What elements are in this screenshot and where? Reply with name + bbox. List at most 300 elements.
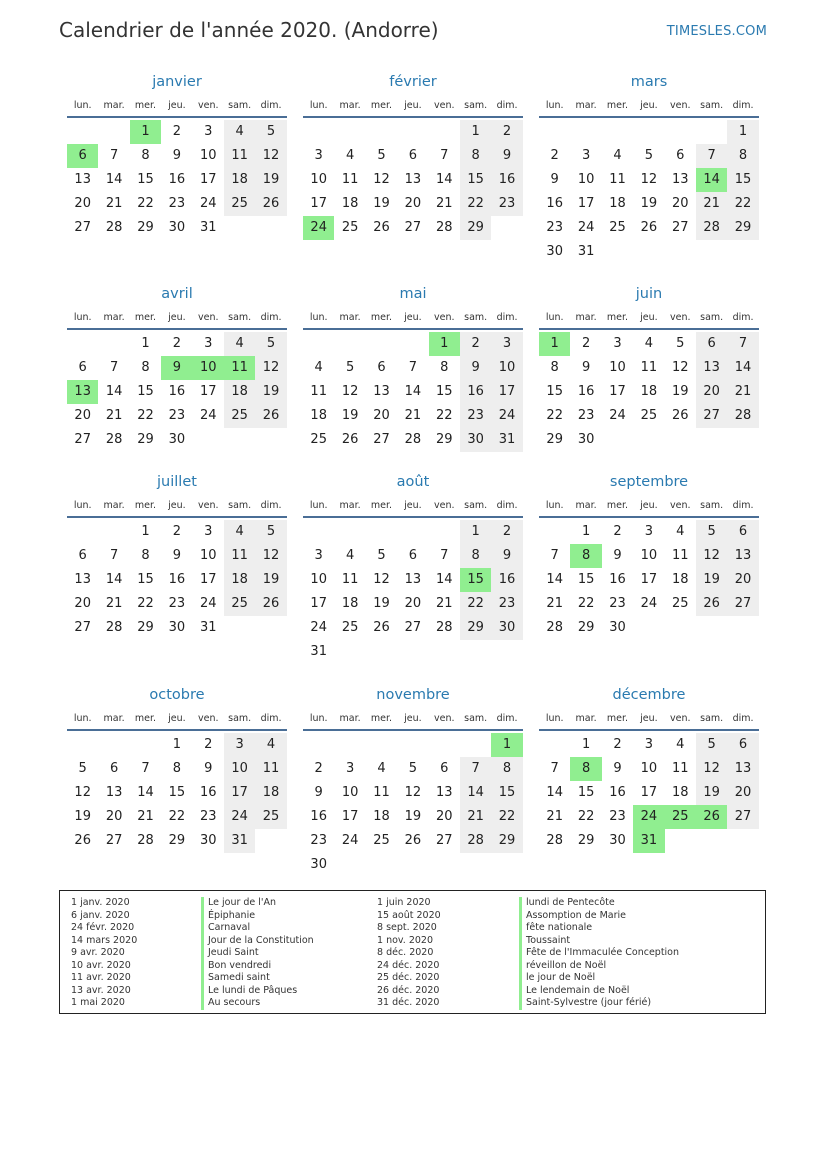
week-row <box>67 520 287 544</box>
weekday-label: sam. <box>464 499 488 511</box>
day-cell: 14 <box>546 572 563 587</box>
day-cell: 24 <box>491 404 522 428</box>
day-cell: 5 <box>696 733 727 757</box>
day-cell: 14 <box>105 384 123 399</box>
empty-cell <box>98 733 129 757</box>
day-cell: 25 <box>341 620 359 635</box>
weekday-header <box>67 707 287 729</box>
day-cell: 5 <box>78 761 87 776</box>
day-cell: 18 <box>224 168 255 192</box>
empty-cell <box>727 240 758 264</box>
day-cell: 29 <box>168 833 186 848</box>
day-cell: 13 <box>404 172 422 187</box>
legend-holiday-name: Toussaint <box>519 935 679 948</box>
day-cell: 6 <box>109 761 119 776</box>
month-block <box>67 70 287 240</box>
day-cell: 20 <box>74 196 91 211</box>
day-cell: 5 <box>345 360 355 375</box>
legend-holiday-name: Carnaval <box>201 922 314 935</box>
day-cell: 11 <box>310 384 327 399</box>
weekday-header <box>67 306 287 328</box>
week-row <box>303 592 523 616</box>
day-cell: 25 <box>640 408 658 423</box>
weekday-label: dim. <box>732 311 754 323</box>
empty-cell <box>366 733 397 757</box>
day-cell: 16 <box>199 785 217 800</box>
week-row <box>303 616 523 640</box>
day-cell: 2 <box>172 524 181 539</box>
header-divider <box>539 116 759 118</box>
day-cell: 12 <box>696 757 727 781</box>
day-cell: 27 <box>74 620 91 635</box>
empty-cell <box>397 853 428 877</box>
day-cell: 11 <box>671 761 689 776</box>
empty-cell <box>303 733 334 757</box>
empty-cell <box>696 120 727 144</box>
legend-date: 1 juin 2020 <box>377 897 431 908</box>
day-cell: 28 <box>546 833 563 848</box>
week-row <box>303 216 523 240</box>
day-cell: 25 <box>341 220 359 235</box>
day-cell: 5 <box>255 520 286 544</box>
day-cell: 30 <box>491 616 522 640</box>
day-cell: 12 <box>255 144 286 168</box>
day-cell: 9 <box>581 360 591 375</box>
empty-cell <box>397 520 428 544</box>
day-cell: 10 <box>341 785 359 800</box>
day-cell: 3 <box>581 148 591 163</box>
day-cell: 25 <box>665 805 696 829</box>
day-cell: 7 <box>109 548 119 563</box>
day-cell: 23 <box>609 809 626 824</box>
empty-cell <box>366 520 397 544</box>
day-cell: 12 <box>696 544 727 568</box>
week-row <box>539 544 759 568</box>
day-cell: 26 <box>696 805 727 829</box>
empty-cell <box>98 332 129 356</box>
day-cell: 8 <box>570 757 601 781</box>
day-cell: 18 <box>341 196 359 211</box>
day-cell: 12 <box>255 544 286 568</box>
day-cell: 4 <box>613 148 622 163</box>
day-cell: 19 <box>696 781 727 805</box>
weekday-label: lun. <box>73 712 92 724</box>
day-cell: 3 <box>204 124 213 139</box>
day-cell: 2 <box>172 336 181 351</box>
day-cell: 5 <box>644 148 653 163</box>
week-row <box>539 733 759 757</box>
day-cell: 17 <box>609 384 626 399</box>
day-cell: 23 <box>577 408 595 423</box>
week-row <box>539 616 759 640</box>
empty-cell <box>303 332 334 356</box>
weekday-label: jeu. <box>640 311 658 323</box>
day-cell: 19 <box>671 384 689 399</box>
empty-cell <box>429 520 460 544</box>
day-cell: 1 <box>460 120 491 144</box>
day-cell: 15 <box>727 168 758 192</box>
week-row <box>539 520 759 544</box>
day-cell: 30 <box>609 620 626 635</box>
weekday-label: mer. <box>370 499 393 511</box>
page-title: Calendrier de l'année 2020. (Andorre) <box>59 18 439 42</box>
empty-cell <box>696 616 727 640</box>
empty-cell <box>539 520 570 544</box>
weekday-label: ven. <box>198 311 219 323</box>
day-cell: 23 <box>491 592 522 616</box>
weekday-label: lun. <box>309 99 328 111</box>
legend-date: 10 avr. 2020 <box>71 959 131 971</box>
weekday-label: mar. <box>339 311 361 323</box>
day-cell: 3 <box>314 548 323 563</box>
legend-dates-column-1 <box>71 897 137 1010</box>
day-cell: 22 <box>546 408 563 423</box>
day-cell: 15 <box>168 785 186 800</box>
day-cell: 19 <box>404 809 422 824</box>
month-block <box>67 683 287 853</box>
week-row <box>67 144 287 168</box>
week-row <box>539 404 759 428</box>
day-cell: 26 <box>255 592 286 616</box>
empty-cell <box>334 733 365 757</box>
day-cell: 28 <box>435 220 453 235</box>
day-cell: 21 <box>105 596 123 611</box>
day-cell: 15 <box>577 572 595 587</box>
weekday-label: ven. <box>198 99 219 111</box>
weekday-label: dim. <box>496 99 518 111</box>
day-cell: 23 <box>168 596 186 611</box>
legend-date: 31 déc. 2020 <box>377 997 440 1008</box>
day-cell: 28 <box>727 404 758 428</box>
empty-cell <box>255 428 286 452</box>
day-cell: 7 <box>141 761 150 776</box>
header-divider <box>67 516 287 518</box>
day-cell: 11 <box>224 544 255 568</box>
week-row <box>539 216 759 240</box>
empty-cell <box>539 733 570 757</box>
day-cell: 22 <box>137 596 154 611</box>
day-cell: 26 <box>671 408 689 423</box>
day-cell: 8 <box>460 144 491 168</box>
day-cell: 23 <box>491 192 522 216</box>
day-cell: 24 <box>303 216 334 240</box>
day-cell: 12 <box>404 785 422 800</box>
weekday-header <box>67 94 287 116</box>
weekday-label: ven. <box>198 712 219 724</box>
day-cell: 7 <box>550 761 559 776</box>
day-cell: 12 <box>373 572 390 587</box>
weekday-label: mer. <box>370 99 393 111</box>
weekday-label: mar. <box>339 712 361 724</box>
weekday-label: dim. <box>260 311 282 323</box>
day-cell: 19 <box>255 568 286 592</box>
legend-holiday-name: le jour de Noël <box>519 972 679 985</box>
empty-cell <box>460 733 491 757</box>
weekday-label: ven. <box>670 311 691 323</box>
day-cell: 22 <box>460 592 491 616</box>
day-cell: 25 <box>224 404 255 428</box>
day-cell: 19 <box>373 196 390 211</box>
day-cell: 16 <box>546 196 563 211</box>
legend-holiday-name: Jour de la Constitution <box>201 935 314 948</box>
weekday-label: lun. <box>73 499 92 511</box>
day-cell: 17 <box>640 572 658 587</box>
day-cell: 25 <box>671 596 689 611</box>
day-cell: 22 <box>577 596 595 611</box>
empty-cell <box>602 120 633 144</box>
day-cell: 29 <box>727 216 758 240</box>
month-name: octobre <box>149 687 205 703</box>
month-block <box>539 70 759 264</box>
day-cell: 21 <box>546 596 563 611</box>
header-divider <box>303 729 523 731</box>
weekday-header <box>539 94 759 116</box>
legend-holiday-name: Assomption de Marie <box>519 910 679 923</box>
day-cell: 28 <box>404 432 422 447</box>
day-cell: 15 <box>546 384 563 399</box>
day-cell: 15 <box>435 384 453 399</box>
day-cell: 16 <box>577 384 595 399</box>
day-cell: 20 <box>727 781 758 805</box>
day-cell: 23 <box>168 196 186 211</box>
day-cell: 4 <box>377 761 386 776</box>
day-cell: 20 <box>105 809 123 824</box>
legend-names-column-1 <box>201 897 314 1010</box>
week-row <box>539 829 759 853</box>
month-name: janvier <box>152 74 202 90</box>
day-cell: 7 <box>109 360 119 375</box>
day-cell: 5 <box>255 332 286 356</box>
day-cell: 13 <box>671 172 689 187</box>
day-cell: 27 <box>727 592 758 616</box>
day-cell: 4 <box>676 524 685 539</box>
day-cell: 9 <box>613 761 622 776</box>
weekday-header <box>303 306 523 328</box>
day-cell: 8 <box>550 360 559 375</box>
day-cell: 2 <box>613 737 622 752</box>
empty-cell <box>255 216 286 240</box>
header-divider <box>303 116 523 118</box>
week-row <box>539 757 759 781</box>
day-cell: 9 <box>204 761 213 776</box>
empty-cell <box>665 616 696 640</box>
day-cell: 26 <box>696 592 727 616</box>
day-cell: 28 <box>105 432 123 447</box>
week-row <box>67 356 287 380</box>
day-cell: 21 <box>105 196 123 211</box>
day-cell: 11 <box>224 356 255 380</box>
site-link[interactable]: TIMESLES.COM <box>666 24 767 39</box>
day-cell: 22 <box>460 192 491 216</box>
empty-cell <box>491 216 522 240</box>
weekday-label: lun. <box>545 499 564 511</box>
day-cell: 7 <box>727 332 758 356</box>
weekday-label: ven. <box>198 499 219 511</box>
empty-cell <box>224 216 255 240</box>
day-cell: 6 <box>727 520 758 544</box>
weekday-label: mar. <box>103 311 125 323</box>
empty-cell <box>570 120 601 144</box>
week-row <box>67 733 287 757</box>
month-block <box>303 470 523 664</box>
day-cell: 23 <box>168 408 186 423</box>
day-cell: 17 <box>341 809 359 824</box>
day-cell: 3 <box>644 524 653 539</box>
month-block <box>539 470 759 640</box>
day-cell: 27 <box>696 404 727 428</box>
day-cell: 13 <box>67 380 98 404</box>
day-cell: 9 <box>491 544 522 568</box>
day-cell: 10 <box>577 172 595 187</box>
day-cell: 24 <box>199 196 217 211</box>
day-cell: 10 <box>193 356 224 380</box>
day-cell: 3 <box>224 733 255 757</box>
weekday-label: sam. <box>228 99 252 111</box>
day-cell: 12 <box>341 384 359 399</box>
weekday-label: sam. <box>700 712 724 724</box>
day-cell: 31 <box>491 428 522 452</box>
day-cell: 15 <box>491 781 522 805</box>
day-cell: 1 <box>539 332 570 356</box>
weekday-label: jeu. <box>404 499 422 511</box>
day-cell: 8 <box>491 757 522 781</box>
empty-cell <box>602 428 633 452</box>
legend-date: 25 déc. 2020 <box>377 972 440 983</box>
week-row <box>303 404 523 428</box>
day-cell: 14 <box>435 572 453 587</box>
day-cell: 29 <box>460 216 491 240</box>
day-cell: 7 <box>440 548 449 563</box>
day-cell: 9 <box>550 172 559 187</box>
week-row <box>67 332 287 356</box>
day-cell: 5 <box>377 548 386 563</box>
week-row <box>67 404 287 428</box>
week-row <box>539 240 759 264</box>
day-cell: 3 <box>491 332 522 356</box>
day-cell: 18 <box>224 568 255 592</box>
empty-cell <box>696 829 727 853</box>
day-cell: 5 <box>676 336 685 351</box>
week-row <box>67 120 287 144</box>
weekday-label: lun. <box>545 99 564 111</box>
day-cell: 25 <box>224 592 255 616</box>
empty-cell <box>334 640 365 664</box>
empty-cell <box>665 428 696 452</box>
month-block <box>67 470 287 640</box>
day-cell: 24 <box>224 805 255 829</box>
month-block <box>303 282 523 452</box>
day-cell: 21 <box>105 408 123 423</box>
legend-holiday-name: Le jour de l'An <box>201 897 314 910</box>
weekday-label: dim. <box>260 99 282 111</box>
day-cell: 14 <box>727 356 758 380</box>
empty-cell <box>334 120 365 144</box>
day-cell: 15 <box>137 172 154 187</box>
weekday-label: dim. <box>496 311 518 323</box>
day-cell: 5 <box>408 761 417 776</box>
day-cell: 13 <box>404 572 422 587</box>
day-cell: 29 <box>460 616 491 640</box>
empty-cell <box>255 616 286 640</box>
legend-date: 6 janv. 2020 <box>71 909 130 921</box>
week-row <box>303 805 523 829</box>
empty-cell <box>303 520 334 544</box>
day-cell: 22 <box>168 809 186 824</box>
day-cell: 4 <box>255 733 286 757</box>
weekday-label: mer. <box>134 311 157 323</box>
day-cell: 25 <box>255 805 286 829</box>
day-cell: 16 <box>609 572 626 587</box>
day-cell: 13 <box>74 572 91 587</box>
day-cell: 28 <box>105 620 123 635</box>
day-cell: 31 <box>310 644 327 659</box>
day-cell: 30 <box>577 432 595 447</box>
day-cell: 2 <box>491 120 522 144</box>
day-cell: 10 <box>640 548 658 563</box>
weekday-label: jeu. <box>404 311 422 323</box>
week-row <box>303 781 523 805</box>
week-row <box>539 356 759 380</box>
day-cell: 22 <box>577 809 595 824</box>
month-name: mai <box>399 286 427 302</box>
day-cell: 10 <box>310 172 327 187</box>
day-cell: 3 <box>613 336 622 351</box>
legend-holiday-name: Épiphanie <box>201 910 314 923</box>
day-cell: 23 <box>460 404 491 428</box>
weekday-label: mar. <box>103 712 125 724</box>
day-cell: 2 <box>581 336 591 351</box>
day-cell: 28 <box>696 216 727 240</box>
weekday-label: mer. <box>606 311 629 323</box>
empty-cell <box>429 120 460 144</box>
header-divider <box>539 516 759 518</box>
day-cell: 24 <box>310 620 327 635</box>
day-cell: 6 <box>696 332 727 356</box>
empty-cell <box>98 520 129 544</box>
day-cell: 19 <box>373 596 390 611</box>
day-cell: 21 <box>696 192 727 216</box>
day-cell: 20 <box>74 408 91 423</box>
week-row <box>303 853 523 877</box>
day-cell: 24 <box>640 596 658 611</box>
week-row <box>303 757 523 781</box>
month-name: juillet <box>157 474 197 490</box>
weekday-label: mer. <box>134 99 157 111</box>
month-name: juin <box>635 286 663 302</box>
weekday-label: ven. <box>434 311 455 323</box>
weekday-label: sam. <box>228 712 252 724</box>
empty-cell <box>633 428 664 452</box>
day-cell: 28 <box>435 620 453 635</box>
day-cell: 26 <box>341 432 359 447</box>
day-cell: 26 <box>255 404 286 428</box>
day-cell: 15 <box>460 568 491 592</box>
empty-cell <box>539 120 570 144</box>
legend-date: 13 avr. 2020 <box>71 984 131 996</box>
day-cell: 1 <box>581 737 591 752</box>
weekday-label: jeu. <box>640 499 658 511</box>
day-cell: 3 <box>204 524 213 539</box>
legend-date: 11 avr. 2020 <box>71 972 131 983</box>
day-cell: 20 <box>435 809 453 824</box>
day-cell: 11 <box>609 172 626 187</box>
day-cell: 4 <box>345 148 355 163</box>
day-cell: 27 <box>671 220 689 235</box>
legend-holiday-name: Jeudi Saint <box>201 947 314 960</box>
empty-cell <box>429 640 460 664</box>
day-cell: 13 <box>727 757 758 781</box>
week-row <box>539 332 759 356</box>
